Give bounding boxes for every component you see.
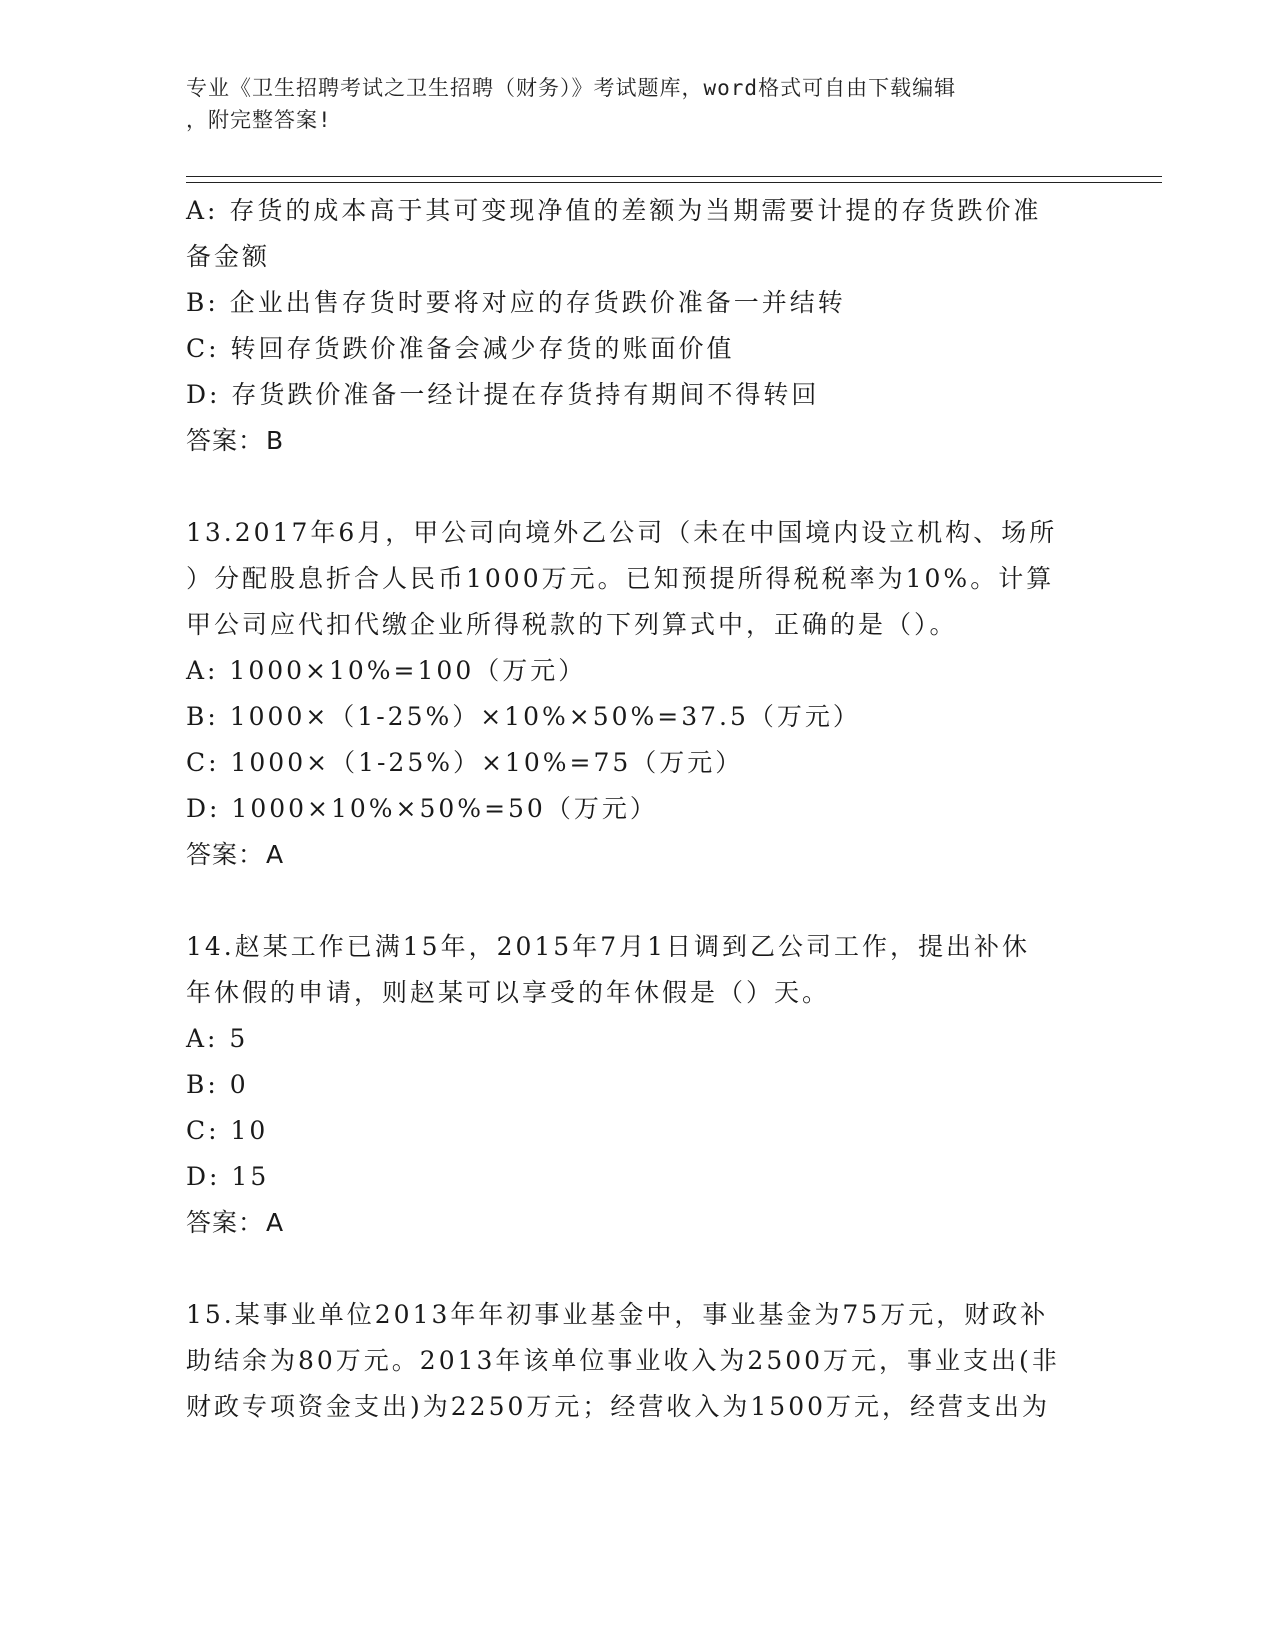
header-divider-top — [186, 176, 1162, 177]
header-line-2: ，附完整答案! — [186, 108, 332, 132]
question-stem-line-2: 助结余为80万元。2013年该单位事业收入为2500万元，事业支出(非 — [186, 1346, 1060, 1375]
option-a: A: 1000×10%=100（万元） — [186, 656, 587, 685]
question-stem-line-3: 甲公司应代扣代缴企业所得税款的下列算式中，正确的是（）。 — [186, 610, 958, 639]
header-line-1: 专业《卫生招聘考试之卫生招聘（财务）》考试题库，word格式可自由下载编辑 — [186, 76, 957, 100]
answer-line — [186, 1200, 1086, 1246]
option-d: D: 1000×10%×50%=50（万元） — [186, 794, 658, 823]
answer-line — [186, 832, 1086, 878]
answer-value: B — [266, 426, 285, 455]
option-d: D: 15 — [186, 1162, 270, 1191]
option-c: C: 1000×（1-25%）×10%=75（万元） — [186, 748, 744, 777]
answer-label: 答案： — [186, 1208, 265, 1237]
option-b: B: 1000×（1-25%）×10%×50%=37.5（万元） — [186, 702, 861, 731]
question-12-options — [186, 188, 1086, 464]
question-14 — [186, 924, 1086, 1246]
question-stem-line-1: 13.2017年6月，甲公司向境外乙公司（未在中国境内设立机构、场所 — [186, 518, 1058, 547]
answer-value: A — [266, 840, 285, 869]
question-stem-line-2: ）分配股息折合人民币1000万元。已知预提所得税税率为10%。计算 — [186, 564, 1055, 593]
document-body — [186, 188, 1086, 1430]
option-a-line-1: A: 存货的成本高于其可变现净值的差额为当期需要计提的存货跌价准 — [186, 196, 1042, 225]
question-stem-line-2: 年休假的申请，则赵某可以享受的年休假是（）天。 — [186, 978, 831, 1007]
question-stem-line-1: 14.赵某工作已满15年，2015年7月1日调到乙公司工作，提出补休 — [186, 932, 1031, 961]
option-c: C: 10 — [186, 1116, 269, 1145]
option-c: C: 转回存货跌价准备会减少存货的账面价值 — [186, 334, 735, 363]
spacer — [186, 1246, 1086, 1292]
document-header — [186, 72, 1066, 136]
option-b: B: 0 — [186, 1070, 249, 1099]
answer-value: A — [266, 1208, 285, 1237]
question-stem-line-3: 财政专项资金支出)为2250万元；经营收入为1500万元，经营支出为 — [186, 1392, 1051, 1421]
answer-label: 答案： — [186, 840, 265, 869]
question-15 — [186, 1292, 1086, 1430]
header-divider-bottom — [186, 182, 1162, 183]
option-d: D: 存货跌价准备一经计提在存货持有期间不得转回 — [186, 380, 820, 409]
spacer — [186, 878, 1086, 924]
question-13 — [186, 510, 1086, 878]
question-stem-line-1: 15.某事业单位2013年年初事业基金中，事业基金为75万元，财政补 — [186, 1300, 1049, 1329]
answer-line — [186, 418, 1086, 464]
spacer — [186, 464, 1086, 510]
option-a: A: 5 — [186, 1024, 249, 1053]
option-a-line-2: 备金额 — [186, 242, 271, 271]
answer-label: 答案： — [186, 426, 265, 455]
option-b: B: 企业出售存货时要将对应的存货跌价准备一并结转 — [186, 288, 846, 317]
